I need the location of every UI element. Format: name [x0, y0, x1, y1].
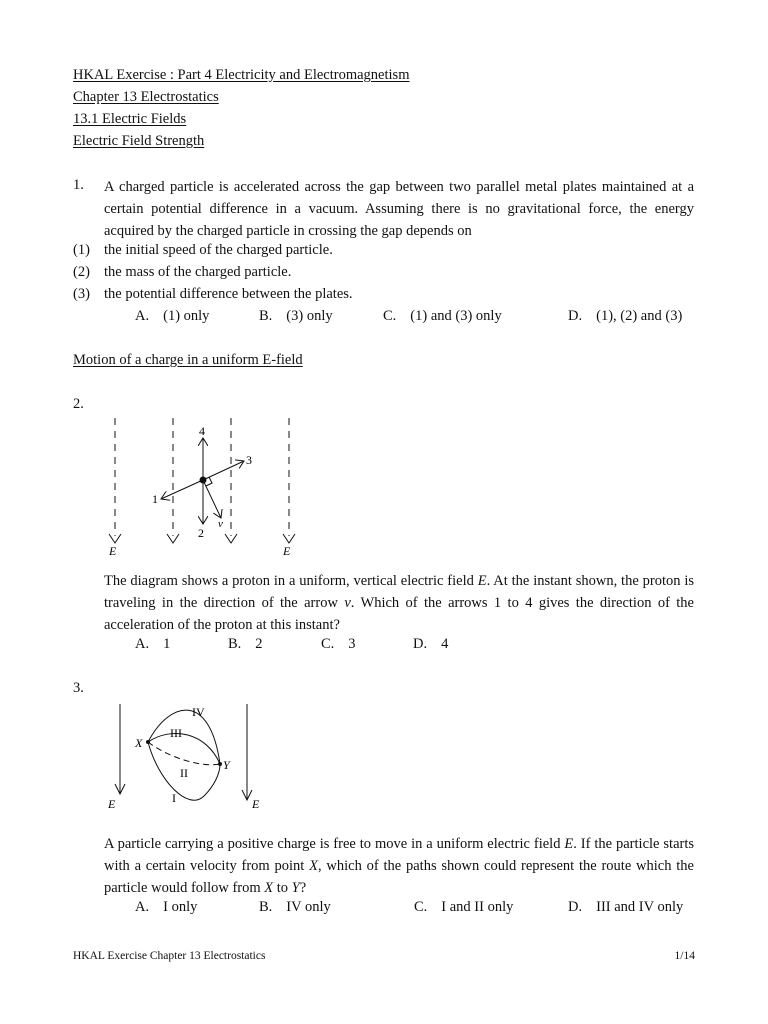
proton-dot [200, 477, 207, 484]
option-letter: A. [135, 308, 150, 324]
option-text: (1), (2) and (3) [596, 308, 683, 324]
option-text: (1) only [163, 308, 210, 324]
point-x [146, 740, 150, 744]
velocity-label: v [218, 518, 223, 530]
path-iv [148, 710, 220, 764]
q2-option-c[interactable] [321, 636, 356, 653]
velocity-arrow [203, 480, 221, 518]
subsection-heading: Electric Field Strength [73, 133, 205, 149]
option-letter: C. [321, 636, 335, 652]
path-label-iii: III [170, 726, 182, 740]
field-label-right: E [252, 797, 260, 811]
option-text: 2 [255, 636, 263, 652]
point-y [218, 762, 222, 766]
question-2-text: The diagram shows a proton in a uniform, vertical electric field E. At the instant shown, the proton is traveling in the direction of the arrow v. Which of the arrows 1 to 4 gives the direction of the acceleration of the proton at this instant? [104, 573, 694, 633]
q1-option-d[interactable] [568, 308, 682, 325]
question-1-text: A charged particle is accelerated across the gap between two parallel metal plates maintained at a certain potential difference in a vacuum. Assuming there is no gravitational force, the energy acquired by the charged particle in crossing the gap depends on [104, 179, 694, 239]
q2-option-d[interactable] [413, 636, 448, 653]
footer-title: HKAL Exercise Chapter 13 Electrostatics [73, 950, 266, 962]
option-text: (1) and (3) only [410, 308, 502, 324]
arrow-label-4: 4 [199, 424, 205, 438]
q3-option-b[interactable] [259, 899, 331, 916]
point-label-y: Y [223, 758, 230, 772]
q1-option-b[interactable] [259, 308, 333, 325]
q1-item-3-text: the potential difference between the plates. [104, 286, 353, 302]
option-letter: B. [259, 308, 273, 324]
arrow-label-1: 1 [152, 492, 158, 506]
point-label-x: X [135, 736, 143, 750]
q3-option-c[interactable] [414, 899, 513, 916]
arrow-label-2: 2 [198, 526, 204, 540]
question-3-text: A particle carrying a positive charge is free to move in a uniform electric field E. If the particle starts with a certain velocity from point X, which of the paths shown could represent the route which the particle would follow from X to Y? [104, 836, 695, 896]
question-2-number: 2. [73, 396, 84, 412]
q1-option-a[interactable] [135, 308, 209, 325]
option-text: I and II only [441, 899, 514, 915]
page-number: 1/14 [674, 950, 695, 962]
option-letter: A. [135, 899, 150, 915]
field-label-right: E [283, 544, 291, 558]
section-heading-motion: Motion of a charge in a uniform E-field [73, 352, 303, 368]
q1-item-3-number: (3) [73, 286, 90, 302]
q1-option-c[interactable] [383, 308, 502, 325]
option-text: 1 [163, 636, 171, 652]
q1-item-1-text: the initial speed of the charged particle. [104, 242, 333, 258]
proton-field-diagram [100, 410, 320, 565]
path-label-i: I [172, 791, 176, 805]
paths-diagram [100, 698, 280, 816]
chapter-heading: Chapter 13 Electrostatics [73, 89, 219, 105]
path-label-ii: II [180, 766, 188, 780]
field-label-left: E [108, 797, 116, 811]
path-ii [148, 742, 220, 765]
path-label-iv: IV [192, 705, 205, 719]
field-label-left: E [109, 544, 117, 558]
arrow-label-3: 3 [246, 453, 252, 467]
q1-item-2-number: (2) [73, 264, 90, 280]
option-letter: C. [414, 899, 428, 915]
question-3-number: 3. [73, 680, 84, 696]
q2-option-a[interactable] [135, 636, 170, 653]
option-letter: D. [568, 308, 583, 324]
option-text: III and IV only [596, 899, 684, 915]
section-heading: 13.1 Electric Fields [73, 111, 187, 127]
q1-item-1-number: (1) [73, 242, 90, 258]
option-text: I only [163, 899, 198, 915]
question-1-number: 1. [73, 177, 84, 193]
q1-item-2-text: the mass of the charged particle. [104, 264, 292, 280]
q3-option-d[interactable] [568, 899, 683, 916]
option-text: 4 [441, 636, 449, 652]
document-title: HKAL Exercise : Part 4 Electricity and Electromagnetism [73, 67, 410, 83]
option-letter: B. [228, 636, 242, 652]
option-letter: D. [413, 636, 428, 652]
option-letter: C. [383, 308, 397, 324]
option-letter: D. [568, 899, 583, 915]
option-letter: A. [135, 636, 150, 652]
q2-option-b[interactable] [228, 636, 263, 653]
arrow-1 [161, 480, 203, 499]
q3-option-a[interactable] [135, 899, 197, 916]
option-text: (3) only [286, 308, 333, 324]
option-text: 3 [348, 636, 356, 652]
option-text: IV only [286, 899, 331, 915]
option-letter: B. [259, 899, 273, 915]
